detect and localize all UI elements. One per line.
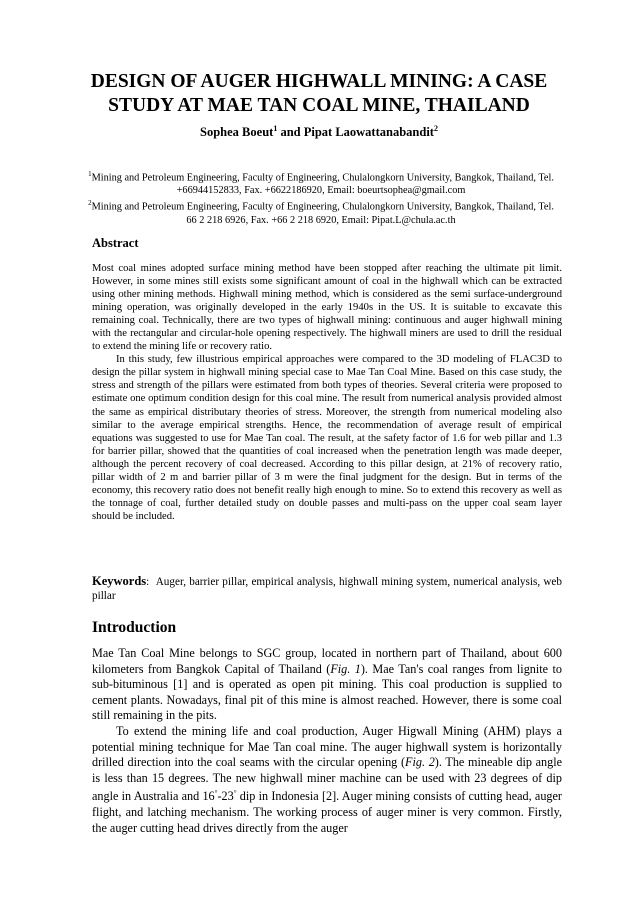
intro-p2-text-b: ). The mineable dip angle is less than 15 degrees. The new highwall miner machine can be used with 23 degrees of dip angle in Australia and 16	[92, 755, 563, 804]
abstract-paragraph-1: Most coal mines adopted surface mining method have been stopped after reaching the ultimate pit limit. However, in some mines still exists some significant amount of coal in the highwall which can be extracted using other mining methods. Highwall mining method, which is considered as the semi surface-underground mining operation, was originally developed in the early 1940s in the US. It is suitable to excavate this remaining coal. Technically, there are two types of highwall mining: continuous and auger highwall mining with the rectangular and circular-hole opening respectively. The highwall miners are used to drill the residual to extend the mining life or recovery ratio.	[92, 263, 562, 353]
affiliation-1-mark: 1	[88, 170, 92, 178]
author-2: Pipat Laowattanabandit	[303, 125, 434, 140]
introduction-body	[92, 646, 562, 836]
figure-ref-2: Fig. 2	[405, 755, 435, 770]
degree-mark-2: °	[233, 789, 237, 798]
intro-p1-text-a: Mae Tan Coal Mine belongs to SGC group, located in northern part of Thailand, about 600 kilometers from Bangkok Capital of Thailand (	[92, 646, 562, 676]
intro-p2-text-d: dip in Indonesia [2]. Auger mining consists of cutting head, auger flight, and latching mechanism. The working process of auger miner is very common. Firstly, the auger cutting head drives directly from the auger	[92, 789, 562, 835]
affiliation-1-text: Mining and Petroleum Engineering, Faculty of Engineering, Chulalongkorn University, Bangkok, Thailand, Tel. +66944152833, Fax. +6622186920, Email: boeurtsophea@gmail.com	[91, 172, 554, 197]
intro-p2-text-c: -23	[217, 789, 234, 804]
keywords-list: Auger, barrier pillar, empirical analysis, highwall mining system, numerical analysis, web pillar	[92, 576, 562, 602]
introduction-heading: Introduction	[92, 619, 177, 636]
author-line	[0, 124, 638, 140]
affiliation-2-mark: 2	[88, 199, 92, 208]
intro-paragraph-1	[92, 646, 562, 724]
intro-p2-text-a: To extend the mining life and coal production, Auger Higwall Mining (AHM) plays a potential mining technique for Mae Tan coal mine. The auger highwall system is horizontally drilled direction into the coal seams with the circular opening (	[92, 723, 562, 770]
intro-p1-text-b: ). Mae Tan's coal ranges from lignite to sub-bituminous [1] and is operated as open pit mining. This coal production is supplied to cement plants. Nowadays, final pit of this mine is almost reached. However, there is some coal still remaining in the pits.	[92, 661, 562, 723]
keywords-label: Keywords	[92, 574, 147, 588]
paper-title: DESIGN OF AUGER HIGHWALL MINING: A CASE STUDY AT MAE TAN COAL MINE, THAILAND	[90, 71, 548, 116]
degree-mark-1: °	[214, 789, 218, 798]
affiliation-1	[86, 168, 556, 197]
affiliation-2	[86, 197, 556, 226]
author-1-affil-mark: 1	[273, 124, 278, 133]
author-2-affil-mark: 2	[433, 124, 438, 133]
affiliations	[86, 168, 556, 227]
abstract-paragraph-2: In this study, few illustrious empirical approaches were compared to the 3D modeling of FLAC3D to design the pillar system in highwall mining special case to Mae Tan Coal Mine. Based on this case study, the stress and strength of the pillars were estimated from both types of theories. Several criteria were proposed to estimate one optimum condition design for this coal mine. The result from numerical analysis provided almost the same as empirical distributary theories of stress. Moreover, the strength from numerical modeling also similar to the average empirical strengths. Hence, the recommendation of average result of empirical equations was suggested to use for Mae Tan coal. The result, at the safety factor of 1.6 for web pillar and 1.3 for barrier pillar, showed that the quantities of coal increased when the penetration length was made deeper, although the percent recovery of coal decreased. According to this pillar design, at 21% of recovery ratio, pillar width of 2 m and barrier pillar of 3 m were the final judgment for the design. But in terms of the economy, this recovery ratio does not benefit really high enough to mine. So to extend this recovery as well as the tonnage of coal, further detailed study on double passes and multi-pass on the upper coal seam layer should be included.	[92, 354, 562, 522]
abstract-heading: Abstract	[92, 236, 139, 250]
figure-ref-1: Fig. 1	[330, 661, 361, 676]
intro-paragraph-2	[92, 724, 562, 836]
affiliation-2-text: Mining and Petroleum Engineering, Faculty of Engineering, Chulalongkorn University, Bangkok, Thailand, Tel. 66 2 218 6926, Fax. +66 2 218 6920, Email: Pipat.L@chula.ac.th	[91, 201, 554, 226]
keywords-colon: :	[146, 576, 150, 588]
author-separator: and	[277, 125, 304, 140]
abstract-body	[92, 262, 562, 523]
keywords-section	[92, 574, 562, 603]
author-1: Sophea Boeut	[200, 125, 274, 140]
